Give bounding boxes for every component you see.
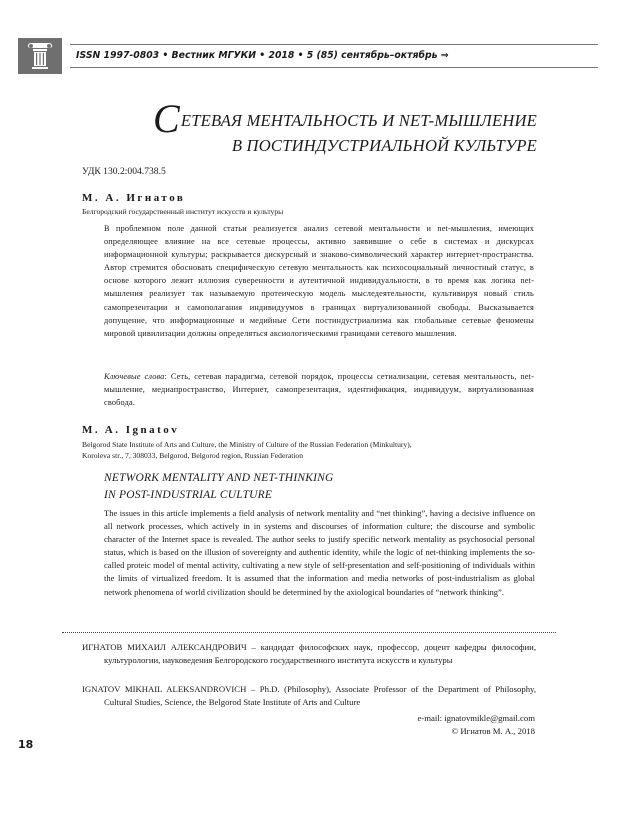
keywords-ru bbox=[104, 370, 534, 409]
article-title-en bbox=[104, 470, 334, 504]
article-title bbox=[153, 96, 537, 157]
title-line-2: В ПОСТИНДУСТРИАЛЬНОЙ КУЛЬТУРЕ bbox=[231, 136, 537, 155]
keywords-text: : Сеть, сетевая парадигма, сетевой порядок, процессы сетиализации, сетевая ментальность, net-мышление, медиапространство, Интернет, самопрезентация, идентификация, индивидуум, виртуализованная свобода. bbox=[104, 372, 534, 408]
title-dropcap: С bbox=[153, 96, 180, 141]
section-divider bbox=[62, 632, 556, 633]
journal-line: ISSN 1997-0803 • Вестник МГУКИ • 2018 • 5 (85) сентябрь–октябрь ⇒ bbox=[76, 50, 449, 61]
author-name-ru: М. А. Игнатов bbox=[82, 192, 186, 204]
copyright-line: © Игнатов М. А., 2018 bbox=[451, 726, 535, 736]
keywords-label: Ключевые слова bbox=[104, 372, 165, 381]
udk-code: УДК 130.2:004.738.5 bbox=[82, 166, 166, 177]
author-email[interactable]: e-mail: ignatovmikle@gmail.com bbox=[417, 713, 535, 723]
title-line-1-text: ЕТЕВАЯ МЕНТАЛЬНОСТЬ И NET-МЫШЛЕНИЕ bbox=[180, 111, 537, 130]
abstract-ru: В проблемном поле данной статьи реализуется анализ сетевой ментальности и net-мышления, имеющих определяющее влияние на все сетевые процессы, активно заявившие о себе в системах и дискурсах информационной культуры; раскрывается дискурсный и знаково-символический характер интернет-пространства. Автор стремится обосновать специфическую сетевую ментальность как психосоциальный личностный статус, в основе которого лежит иллюзия суверенности и аутентичной индивидуальности, в то время как логика net-мышления реализует так называемую протеическую модель мыследеятельности, культивируя новый стиль самопрезентации и самополагания индивидуумов в границах виртуализованной свободы. Высказывается допущение, что информационные и медийные Сети постиндустриализма как глобальные сетевые феномены мировой цивилизации должны определяться аксиологическими границами сетевого мышления. bbox=[104, 224, 534, 338]
title-line-1 bbox=[153, 96, 537, 141]
author-affiliation-ru: Белгородский государственный институт искусств и культуры bbox=[82, 207, 284, 216]
author-name-en: M. A. Ignatov bbox=[82, 424, 180, 436]
abstract-en: The issues in this article implements a field analysis of network mentality and “net thinking”, having a decisive influence on all network processes, which actively in in systems and discourses of information culture; the discourse and symbolic character of the Internet space is revealed. The author seeks to justify specific network mentality as psychosocial personal status, which is based on the illusion of sovereignty and authentic identity, while the logic of net-thinking implements the so-called proteic model of mental activity, cultivating a new style of self-presentation and self-positioning of individuals within the limits of virtualized freedom. It is assumed that the information and media networks of post-industrialism as global network phenomena of world civilization should be determined by the axiological boundaries of “network thinking”. bbox=[104, 508, 535, 597]
author-bio-en: IGNATOV MIKHAIL ALEKSANDROVICH – Ph.D. (Philosophy), Associate Professor of the Department of Philosophy, Cultural Studies, Science, the Belgorod State Institute of Arts and Culture bbox=[82, 684, 536, 708]
affiliation-en-line-2: Koroleva str., 7, 308033, Belgorod, Belgorod region, Russian Federation bbox=[82, 451, 304, 461]
affiliation-en-line-1: Belgorod State Institute of Arts and Culture, the Ministry of Culture of the Russian Federation (Minkultury), bbox=[82, 440, 412, 449]
column-capital-icon bbox=[27, 42, 53, 70]
author-bio-ru: ИГНАТОВ МИХАИЛ АЛЕКСАНДРОВИЧ – кандидат философских наук, профессор, доцент кафедры философии, культурологии, науковедения Белгородского государственного института искусств и культуры bbox=[82, 642, 536, 666]
journal-logo bbox=[18, 38, 62, 74]
page-number: 18 bbox=[18, 738, 34, 751]
title-en-line-2: IN POST-INDUSTRIAL CULTURE bbox=[104, 489, 273, 501]
author-affiliation-en bbox=[82, 439, 412, 462]
title-en-line-1: NETWORK MENTALITY AND NET-THINKING bbox=[104, 472, 334, 484]
journal-header bbox=[18, 38, 598, 74]
